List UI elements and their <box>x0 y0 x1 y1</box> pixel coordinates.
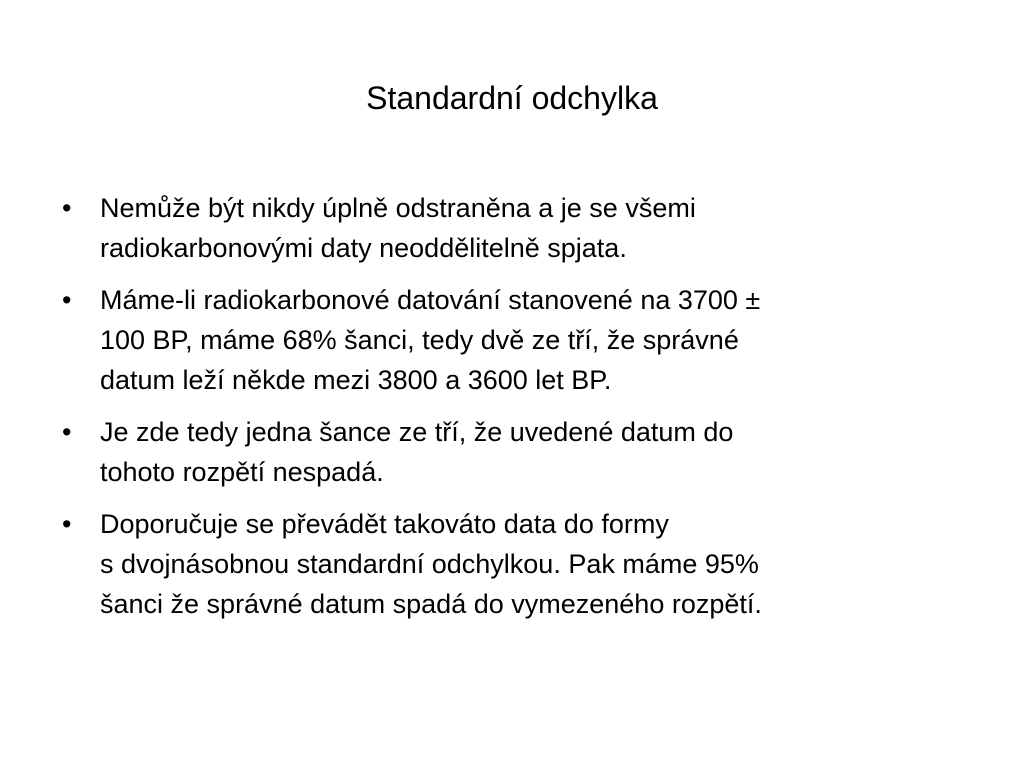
bullet-line: radiokarbonovými daty neoddělitelně spjata. <box>100 233 627 263</box>
bullet-line: s dvojnásobnou standardní odchylkou. Pak máme 95% <box>100 549 759 579</box>
bullet-line: Nemůže být nikdy úplně odstraněna a je se všemi <box>100 193 696 223</box>
bullet-item-4 <box>56 504 956 624</box>
bullet-icon: • <box>62 509 72 539</box>
bullet-line: Doporučuje se převádět takováto data do formy <box>100 509 669 539</box>
bullet-item-3 <box>56 412 956 492</box>
bullet-line: šanci že správné datum spadá do vymezeného rozpětí. <box>100 589 762 619</box>
bullet-list <box>56 188 956 636</box>
bullet-line: Je zde tedy jedna šance ze tří, že uvedené datum do <box>100 417 734 447</box>
bullet-line: datum leží někde mezi 3800 a 3600 let BP. <box>100 365 612 395</box>
bullet-item-1 <box>56 188 956 268</box>
bullet-icon: • <box>62 417 72 447</box>
slide-title: Standardní odchylka <box>366 80 658 116</box>
bullet-line: 100 BP, máme 68% šanci, tedy dvě ze tří, že správné <box>100 325 739 355</box>
bullet-line: tohoto rozpětí nespadá. <box>100 457 384 487</box>
bullet-item-2 <box>56 280 956 400</box>
bullet-icon: • <box>62 193 72 223</box>
bullet-line: Máme-li radiokarbonové datování stanovené na 3700 ± <box>100 285 761 315</box>
bullet-icon: • <box>62 285 72 315</box>
